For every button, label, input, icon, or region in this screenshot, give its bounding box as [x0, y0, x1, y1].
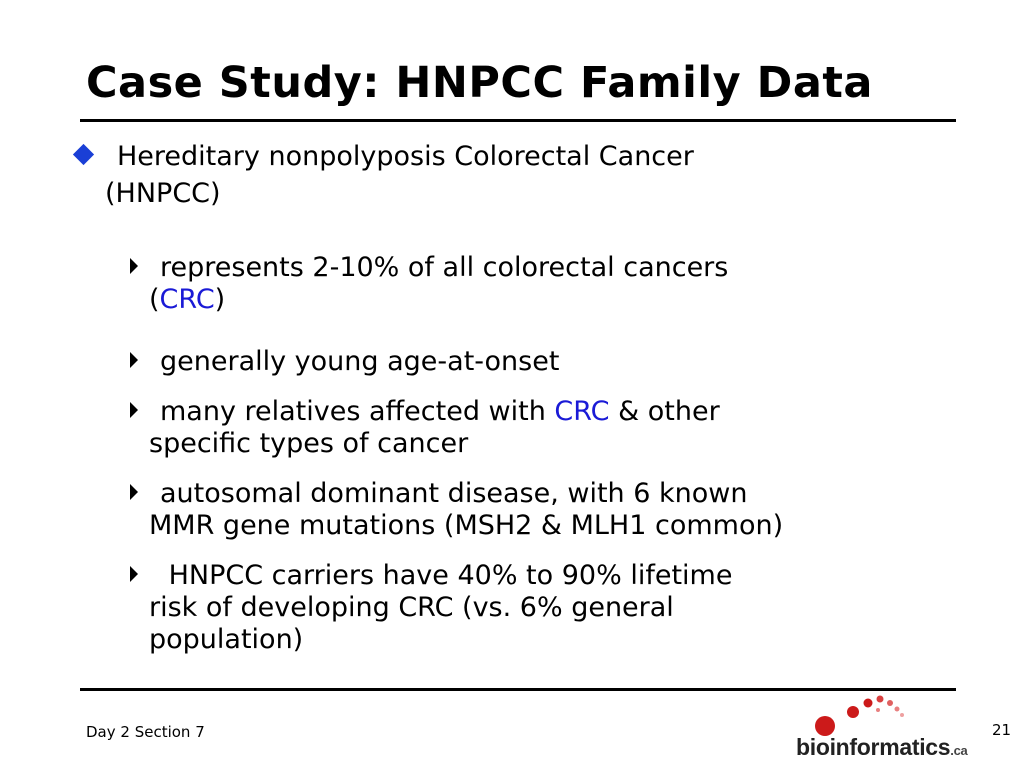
- sub-bullet-post: & other: [609, 396, 720, 427]
- sub-bullet-continuation: population): [149, 624, 304, 655]
- triangle-bullet-icon: [130, 258, 138, 274]
- paren-close: ): [214, 284, 226, 315]
- triangle-bullet-icon: [130, 484, 138, 500]
- logo-tld: .ca: [950, 743, 968, 758]
- sub-bullet: [128, 252, 898, 316]
- crc-highlight: CRC: [554, 396, 610, 427]
- sub-bullet: [128, 396, 898, 460]
- logo-informatics: informatics: [829, 734, 951, 760]
- sub-bullet-continuation: [128, 284, 898, 316]
- triangle-bullet-icon: [130, 352, 138, 368]
- sub-bullet-text: represents 2-10% of all colorectal cancers: [160, 252, 729, 283]
- footer-section-label: Day 2 Section 7: [86, 723, 205, 741]
- logo-wordmark: [796, 734, 967, 761]
- triangle-bullet-icon: [130, 402, 138, 418]
- main-bullet-line1: Hereditary nonpolyposis Colorectal Cancer: [117, 141, 694, 172]
- sub-bullet-text: HNPCC carriers have 40% to 90% lifetime: [160, 560, 733, 591]
- sub-bullet-continuation: risk of developing CRC (vs. 6% general: [149, 592, 674, 623]
- sub-bullet-pre: many relatives affected with: [160, 396, 555, 427]
- title-divider: [80, 119, 956, 122]
- sub-bullet-text: [128, 396, 898, 428]
- sub-bullet: [128, 560, 898, 656]
- logo-bio: bio: [796, 734, 830, 760]
- paren-open: (: [149, 284, 160, 315]
- page-number: 21: [992, 721, 1012, 739]
- sub-bullet-continuation: MMR gene mutations (MSH2 & MLH1 common): [149, 510, 784, 541]
- main-bullet: [75, 138, 795, 212]
- crc-highlight: CRC: [159, 284, 215, 315]
- triangle-bullet-icon: [130, 566, 138, 582]
- sub-bullet-text: autosomal dominant disease, with 6 known: [160, 478, 748, 509]
- main-bullet-line2: (HNPCC): [105, 178, 221, 209]
- slide-title: Case Study: HNPCC Family Data: [86, 58, 873, 108]
- bioinformatics-logo: [796, 690, 968, 764]
- sub-bullet: [128, 478, 898, 542]
- sub-bullet-text: generally young age-at-onset: [160, 346, 560, 377]
- sub-bullet: [128, 346, 898, 378]
- logo-dots-icon: [796, 690, 956, 736]
- sub-bullet-continuation: specific types of cancer: [149, 428, 469, 459]
